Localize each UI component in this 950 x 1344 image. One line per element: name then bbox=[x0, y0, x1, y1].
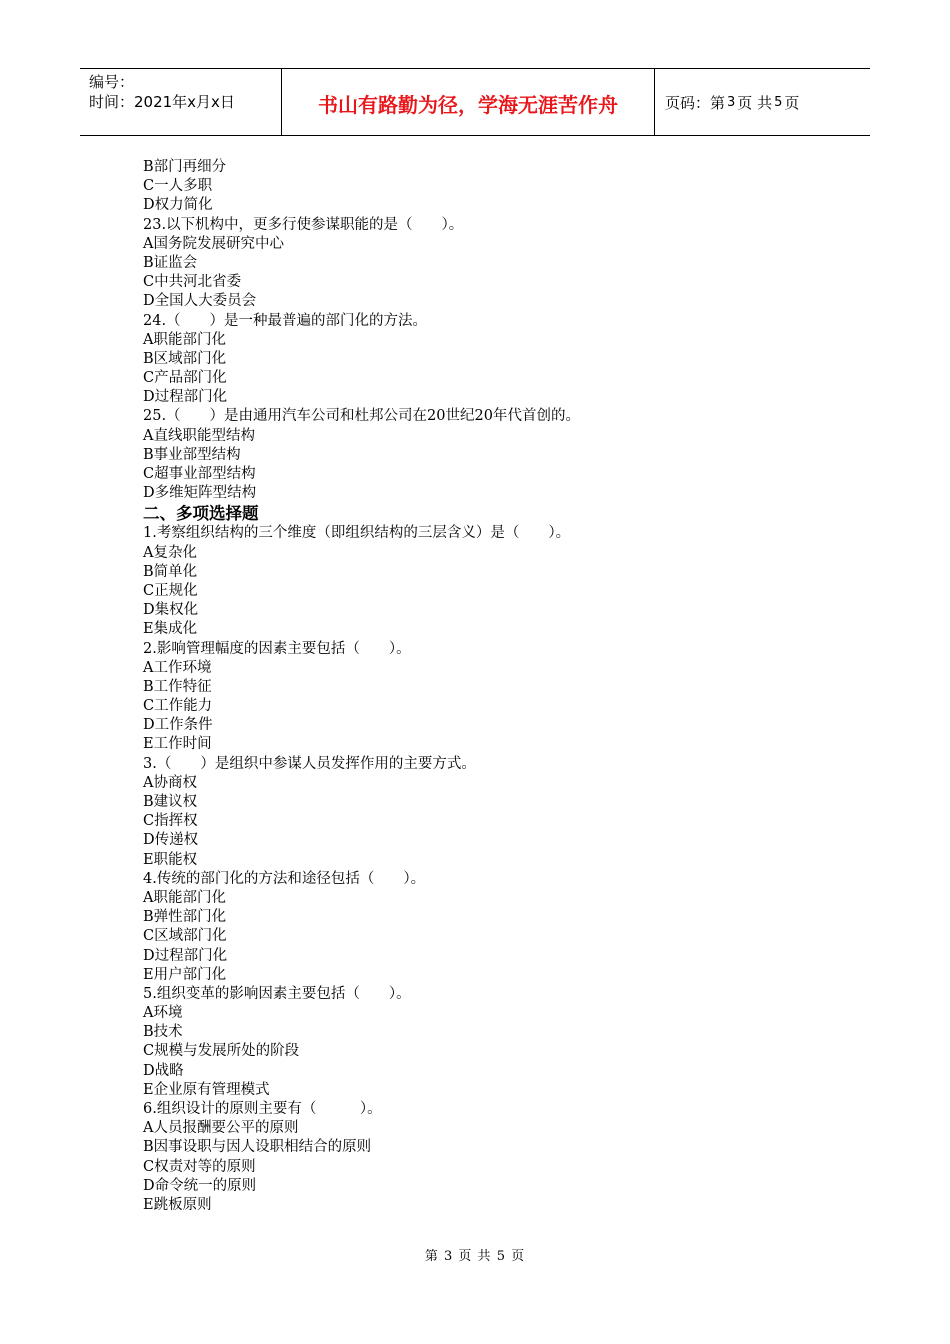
page-prefix: 页码：第 bbox=[665, 93, 726, 112]
option-text: A直线职能型结构 bbox=[143, 427, 255, 444]
option-text: D工作条件 bbox=[143, 717, 213, 734]
question-text: 5.组织变革的影响因素主要包括（ ）。 bbox=[143, 985, 411, 1002]
option-text: C权责对等的原则 bbox=[143, 1158, 256, 1175]
option-text: D传递权 bbox=[143, 832, 199, 849]
option-text: B因事设职与因人设职相结合的原则 bbox=[143, 1139, 372, 1156]
question-text: 2.影响管理幅度的因素主要包括（ ）。 bbox=[143, 640, 411, 657]
option-text: A职能部门化 bbox=[143, 889, 226, 906]
option-text: C区域部门化 bbox=[143, 928, 227, 945]
option-text: C超事业部型结构 bbox=[143, 466, 256, 482]
option-text: A国务院发展研究中心 bbox=[143, 235, 284, 252]
option-text: E企业原有管理模式 bbox=[143, 1081, 270, 1098]
option-text: E职能权 bbox=[143, 851, 198, 868]
question-text: 23.以下机构中，更多行使参谋职能的是（ ）。 bbox=[143, 216, 464, 233]
time-label: 时间：2021年x月x日 bbox=[89, 93, 235, 111]
option-text: A工作环境 bbox=[143, 659, 212, 676]
single-choice-continued bbox=[143, 158, 843, 503]
option-text: D过程部门化 bbox=[143, 947, 228, 964]
option-text: D命令统一的原则 bbox=[143, 1177, 257, 1194]
option-text: D权力简化 bbox=[143, 197, 213, 214]
option-text: D集权化 bbox=[143, 602, 199, 619]
option-text: A复杂化 bbox=[143, 544, 197, 561]
option-text: A协商权 bbox=[143, 774, 197, 791]
option-text: C产品部门化 bbox=[143, 370, 227, 387]
option-text: A环境 bbox=[143, 1005, 183, 1022]
header-info bbox=[80, 69, 282, 135]
page-footer: 第 3 页 共 5 页 bbox=[424, 1249, 526, 1264]
option-text: B区域部门化 bbox=[143, 350, 227, 367]
multiple-choice-section bbox=[143, 524, 843, 1215]
option-text: A职能部门化 bbox=[143, 331, 226, 348]
option-text: C指挥权 bbox=[143, 813, 198, 830]
option-text: A人员报酬要公平的原则 bbox=[143, 1120, 299, 1137]
option-text: C工作能力 bbox=[143, 698, 213, 715]
option-text: B简单化 bbox=[143, 563, 198, 580]
option-text: E工作时间 bbox=[143, 736, 212, 753]
option-text: C正规化 bbox=[143, 582, 198, 599]
option-text: B弹性部门化 bbox=[143, 909, 227, 926]
option-text: C一人多职 bbox=[143, 178, 213, 195]
option-text: E用户部门化 bbox=[143, 966, 227, 983]
option-text: B事业部型结构 bbox=[143, 446, 241, 463]
option-text: B建议权 bbox=[143, 794, 198, 810]
question-text: 1.考察组织结构的三个维度（即组织结构的三层含义）是（ ）。 bbox=[143, 525, 571, 542]
option-text: C规模与发展所处的阶段 bbox=[143, 1043, 300, 1060]
option-text: B技术 bbox=[143, 1024, 183, 1041]
page-total: 5 bbox=[774, 94, 783, 110]
option-text: D过程部门化 bbox=[143, 389, 228, 406]
question-text: 6.组织设计的原则主要有（ ）。 bbox=[143, 1101, 382, 1117]
question-text: 25.（ ）是由通用汽车公司和杜邦公司在20世纪20年代首创的。 bbox=[143, 408, 580, 425]
option-text: B工作特征 bbox=[143, 678, 212, 695]
question-text: 24.（ ）是一种最普遍的部门化的方法。 bbox=[143, 312, 428, 329]
section-title: 二、多项选择题 bbox=[143, 504, 259, 524]
page-mid: 页 共 bbox=[737, 93, 773, 112]
option-text: D多维矩阵型结构 bbox=[143, 485, 257, 502]
page-current: 3 bbox=[727, 94, 736, 110]
option-text: E跳板原则 bbox=[143, 1196, 212, 1213]
page-header bbox=[80, 68, 870, 136]
header-page-number bbox=[655, 69, 870, 135]
option-text: C中共河北省委 bbox=[143, 274, 242, 291]
number-label: 编号： bbox=[89, 73, 135, 91]
header-motto: 书山有路勤为径，学海无涯苦作舟 bbox=[282, 69, 655, 135]
option-text: D全国人大委员会 bbox=[143, 293, 257, 310]
question-text: 4.传统的部门化的方法和途径包括（ ）。 bbox=[143, 870, 426, 887]
option-text: D战略 bbox=[143, 1062, 184, 1079]
option-text: E集成化 bbox=[143, 621, 198, 638]
question-text: 3.（ ）是组织中参谋人员发挥作用的主要方式。 bbox=[143, 755, 476, 772]
page-suffix: 页 bbox=[784, 93, 800, 112]
document-body bbox=[143, 158, 843, 1215]
option-text: B证监会 bbox=[143, 254, 198, 271]
option-text: B部门再细分 bbox=[143, 159, 227, 175]
